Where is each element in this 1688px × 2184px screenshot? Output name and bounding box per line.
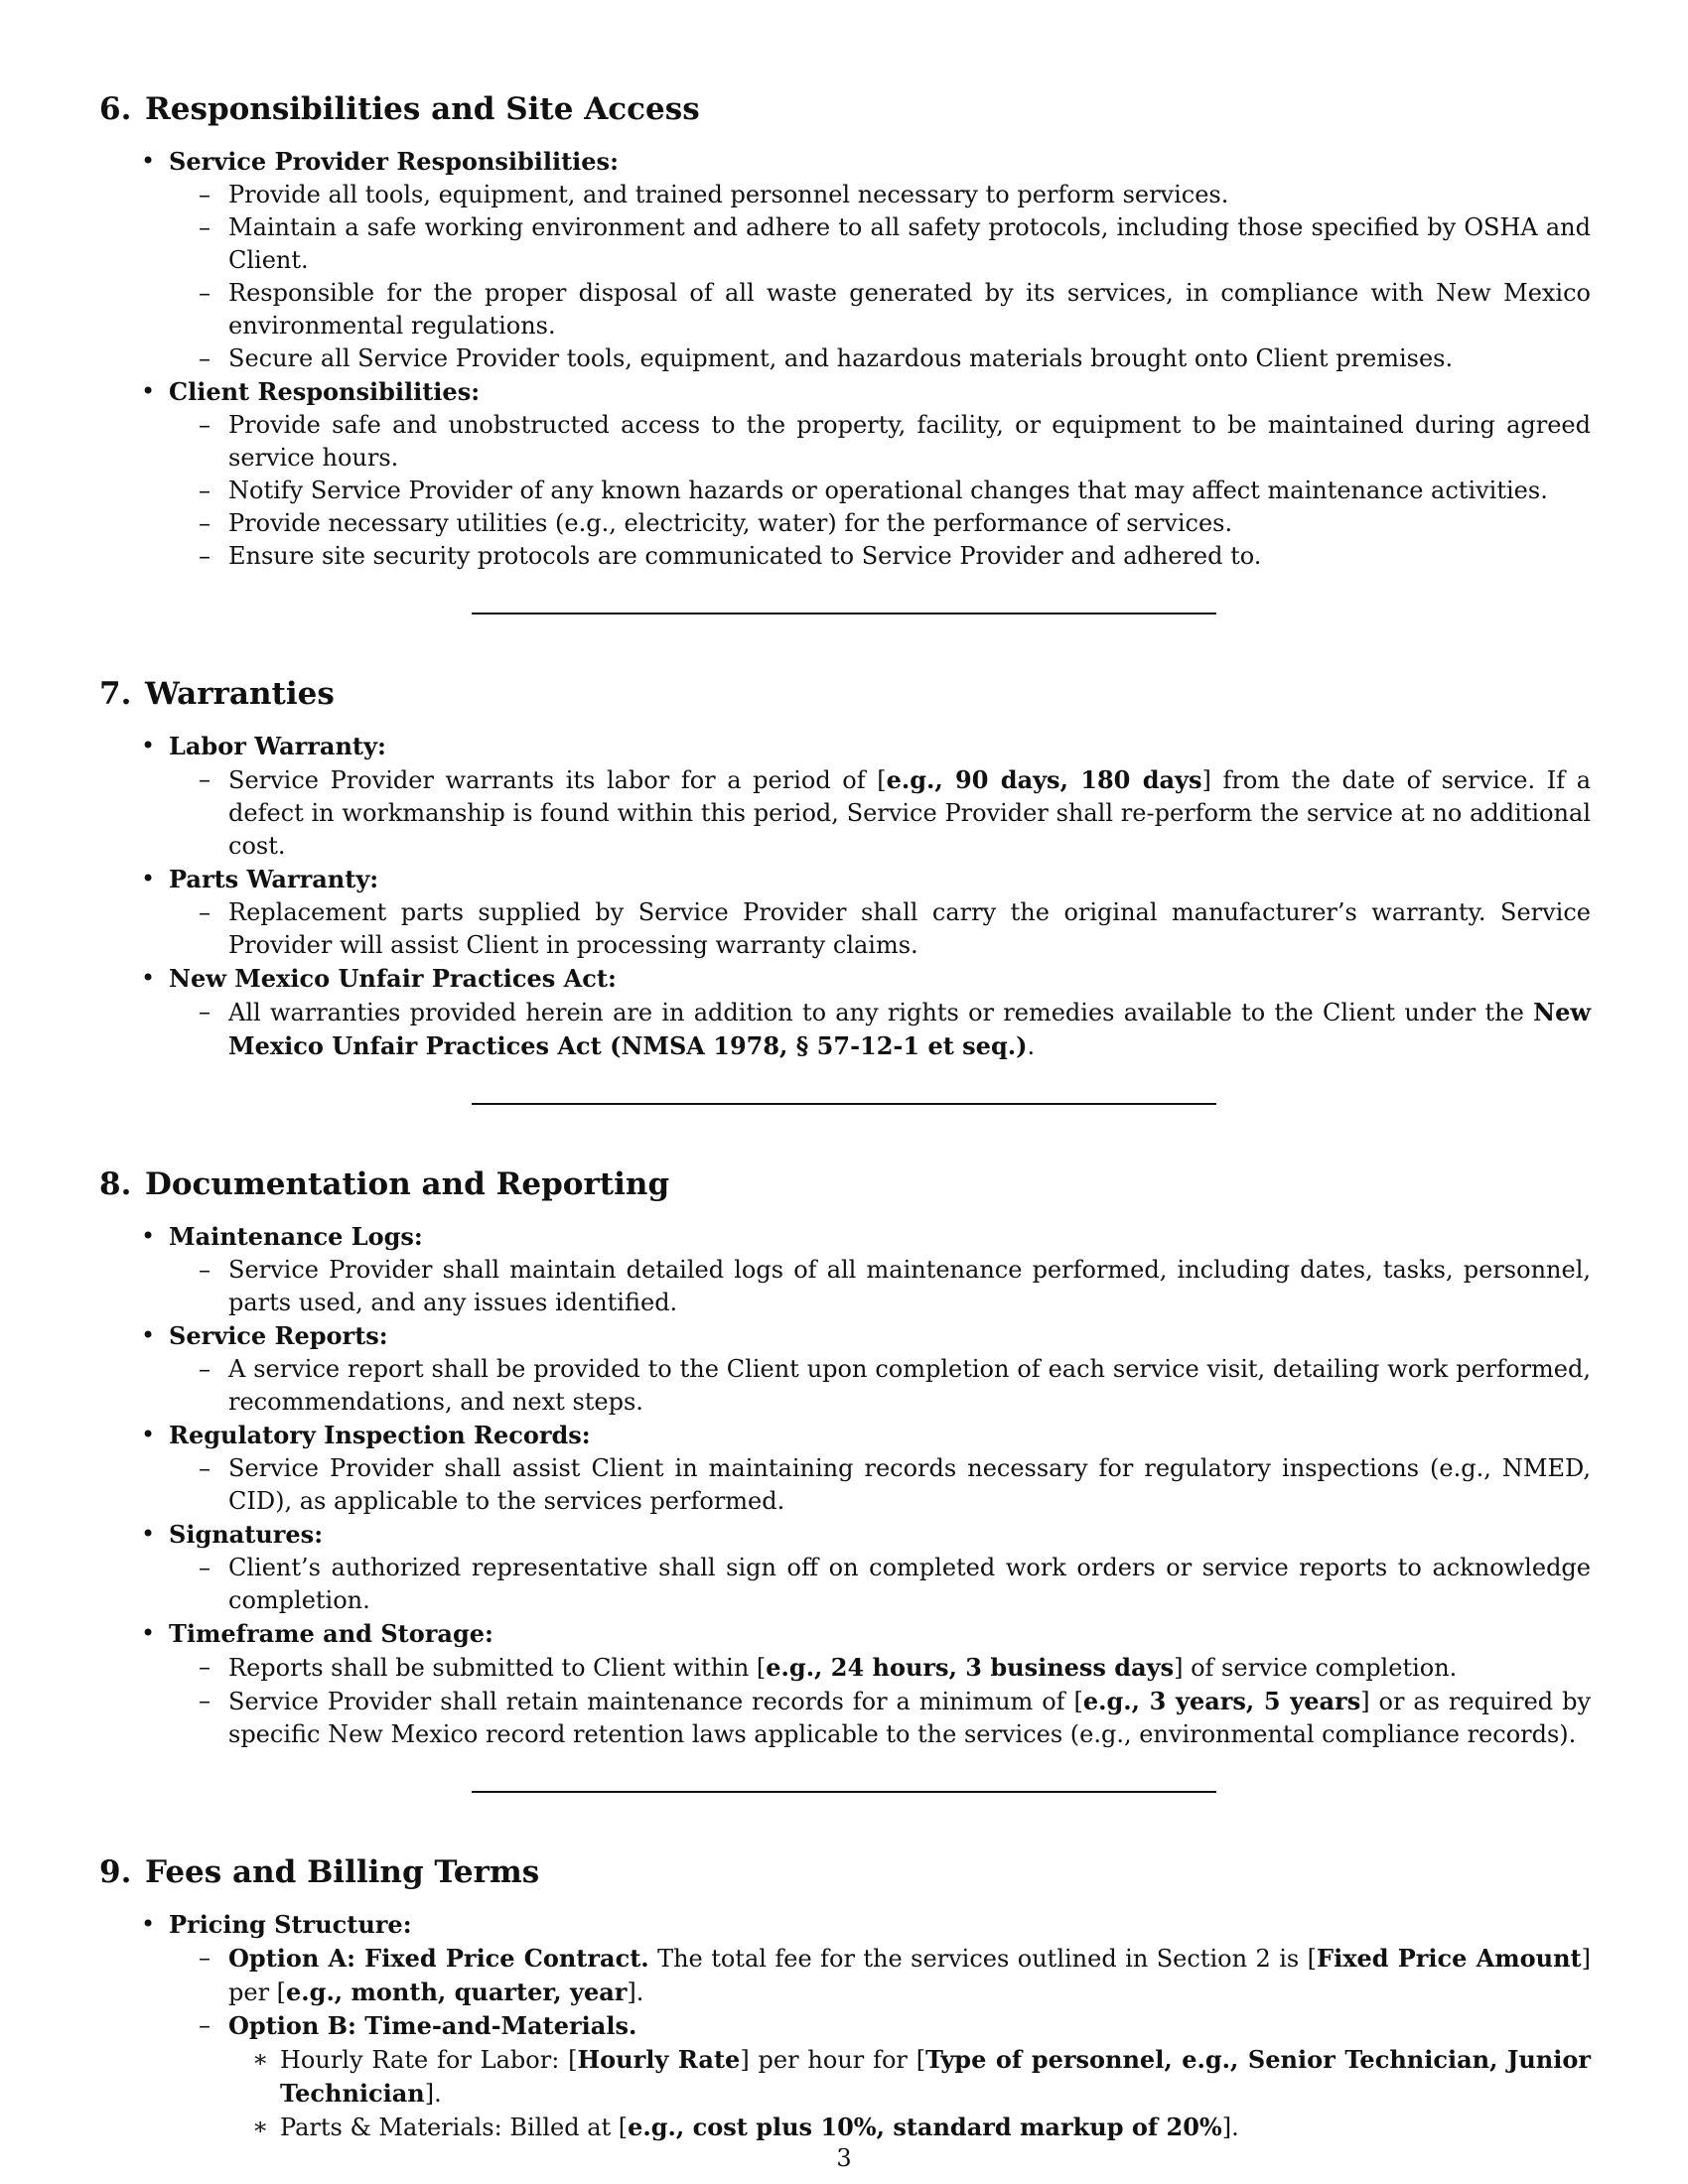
list-item: – Client’s authorized representative shall sign off on completed work orders or service reports to acknowledge completion. bbox=[228, 1552, 1591, 1617]
timeframe-storage bbox=[169, 1617, 1591, 1751]
list-item: – Maintain a safe working environment and adhere to all safety protocols, including those specified by OSHA and Client. bbox=[228, 211, 1591, 277]
section-divider bbox=[472, 1103, 1216, 1105]
list-item: – All warranties provided herein are in addition to any rights or remedies available to the Client under the New Mexico Unfair Practices Act (NMSA 1978, § 57-12-1 et seq.). bbox=[228, 996, 1591, 1063]
list-item: – Replacement parts supplied by Service Provider shall carry the original manufacturer’s warranty. Service Provider will assist Client in processing warranty claims. bbox=[228, 896, 1591, 962]
section-8-title: 8. Documentation and Reporting bbox=[99, 1166, 670, 1202]
timeframe-storage-heading: Timeframe and Storage: bbox=[169, 1619, 493, 1648]
section-7 bbox=[99, 674, 1591, 1063]
list-item: – Ensure site security protocols are communicated to Service Provider and adhered to. bbox=[228, 540, 1591, 573]
list-item: – A service report shall be provided to the Client upon completion of each service visit, detailing work performed, recommendations, and next steps. bbox=[228, 1353, 1591, 1419]
list-item: – Service Provider shall maintain detailed logs of all maintenance performed, including dates, tasks, personnel, parts used, and any issues identified. bbox=[228, 1254, 1591, 1319]
unfair-practices-act bbox=[169, 962, 1591, 1063]
section-7-title: 7. Warranties bbox=[99, 676, 335, 712]
option-a: – Option A: Fixed Price Contract. The total fee for the services outlined in Section 2 is [Fixed Price Amount] per [e.g., month, quarter, year]. bbox=[228, 1942, 1591, 2009]
service-reports-heading: Service Reports: bbox=[169, 1321, 388, 1350]
section-9 bbox=[99, 1852, 1591, 2144]
list-item: – Service Provider shall assist Client in maintaining records necessary for regulatory inspections (e.g., NMED, CID), as applicable to the services performed. bbox=[228, 1452, 1591, 1518]
section-9-title: 9. Fees and Billing Terms bbox=[99, 1854, 540, 1890]
list-item: – Provide all tools, equipment, and trained personnel necessary to perform services. bbox=[228, 179, 1591, 211]
regulatory-records-heading: Regulatory Inspection Records: bbox=[169, 1421, 591, 1449]
list-item: – Responsible for the proper disposal of all waste generated by its services, in compliance with New Mexico environmental regulations. bbox=[228, 277, 1591, 342]
list-item: – Secure all Service Provider tools, equipment, and hazardous materials brought onto Client premises. bbox=[228, 342, 1591, 375]
list-item: – Reports shall be submitted to Client within [e.g., 24 hours, 3 business days] of service completion. bbox=[228, 1651, 1591, 1685]
parts-materials-item: ∗ Parts & Materials: Billed at [e.g., cost plus 10%, standard markup of 20%]. bbox=[280, 2111, 1591, 2144]
parts-warranty bbox=[169, 863, 1591, 962]
section-divider bbox=[472, 1791, 1216, 1793]
section-6-title: 6. Responsibilities and Site Access bbox=[99, 91, 700, 127]
option-b: – Option B: Time-and-Materials. ∗ Hourly Rate for Labor: [Hourly Rate] per hour for [Type of personnel, e.g., Senior Technician, Junior Technician]. ∗ Parts & Materials: Billed at [e.g., cost plus 10%, standard markup of 20%]. bbox=[228, 2009, 1591, 2144]
list-item: – Provide necessary utilities (e.g., electricity, water) for the performance of services. bbox=[228, 507, 1591, 540]
client-responsibilities bbox=[169, 375, 1591, 573]
page-number: 3 bbox=[836, 2144, 852, 2172]
unfair-practices-heading: New Mexico Unfair Practices Act: bbox=[169, 964, 617, 993]
service-reports bbox=[169, 1319, 1591, 1419]
client-responsibilities-heading: Client Responsibilities: bbox=[169, 377, 481, 406]
document-page bbox=[99, 89, 1591, 2144]
list-item: – Service Provider warrants its labor for a period of [e.g., 90 days, 180 days] from the date of service. If a defect in workmanship is found within this period, Service Provider shall re-perform the service at no additional cost. bbox=[228, 763, 1591, 863]
list-item: – Notify Service Provider of any known hazards or operational changes that may affect maintenance activities. bbox=[228, 475, 1591, 507]
hourly-rate-item: ∗ Hourly Rate for Labor: [Hourly Rate] per hour for [Type of personnel, e.g., Senior Technician, Junior Technician]. bbox=[280, 2043, 1591, 2111]
maintenance-logs-heading: Maintenance Logs: bbox=[169, 1222, 423, 1251]
section-6 bbox=[99, 89, 1591, 573]
list-item: – Service Provider shall retain maintenance records for a minimum of [e.g., 3 years, 5 years] or as required by specific New Mexico record retention laws applicable to the services (e.g., environmental compliance records). bbox=[228, 1685, 1591, 1751]
provider-responsibilities bbox=[169, 145, 1591, 375]
parts-warranty-heading: Parts Warranty: bbox=[169, 865, 379, 893]
list-item: – Provide safe and unobstructed access to the property, facility, or equipment to be maintained during agreed service hours. bbox=[228, 409, 1591, 475]
maintenance-logs bbox=[169, 1220, 1591, 1319]
section-8 bbox=[99, 1164, 1591, 1751]
provider-responsibilities-heading: Service Provider Responsibilities: bbox=[169, 147, 619, 176]
signatures bbox=[169, 1518, 1591, 1617]
signatures-heading: Signatures: bbox=[169, 1520, 324, 1549]
pricing-structure-heading: Pricing Structure: bbox=[169, 1910, 412, 1939]
labor-warranty bbox=[169, 730, 1591, 863]
pricing-structure bbox=[169, 1908, 1591, 2144]
regulatory-records bbox=[169, 1419, 1591, 1518]
labor-warranty-heading: Labor Warranty: bbox=[169, 732, 386, 760]
section-divider bbox=[472, 613, 1216, 614]
